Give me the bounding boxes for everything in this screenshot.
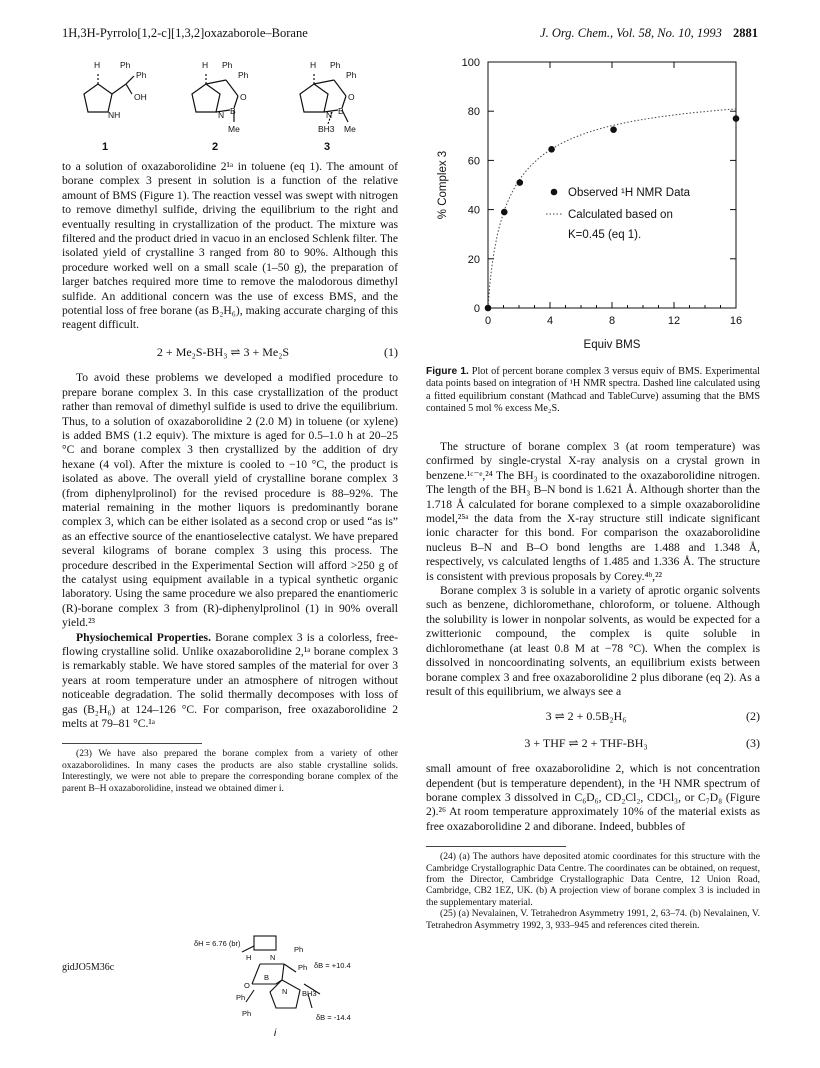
delta-b-label-1: δB = +10.4: [314, 961, 351, 970]
equation-1: [62, 345, 398, 359]
atom-ph: Ph: [236, 993, 246, 1002]
equation-2: [426, 709, 760, 723]
legend-calculated: Calculated based on: [568, 209, 673, 221]
footnote-23: (23) We have also prepared the borane complex from a variety of other oxazaborolidines. In many cases the products are also stable crystalline solids. Interestingly, we were not able to prepare the corresponding borane complex of the parent B–H oxazaborolidine, instead we obtained dimer i.: [62, 748, 398, 794]
y-tick-label: 40: [467, 204, 480, 217]
data-point: [610, 126, 617, 133]
atom-o: O: [348, 92, 355, 102]
y-tick-label: 0: [473, 303, 480, 315]
atom-ph: Ph: [120, 60, 131, 70]
page-number: 2881: [733, 26, 758, 40]
section-heading: Physiochemical Properties.: [76, 630, 211, 644]
equation-number: (3): [746, 735, 760, 750]
atom-nh: NH: [108, 110, 121, 120]
journal-name: J. Org. Chem., Vol. 58, No. 10, 1993: [540, 26, 722, 40]
graphic-id: gidJO5M36c: [62, 962, 115, 973]
y-axis-label: % Complex 3: [437, 150, 449, 220]
data-point: [485, 305, 492, 312]
atom-ph: Ph: [222, 60, 233, 70]
plot-frame: [488, 62, 736, 308]
footnote-rule: [62, 743, 202, 744]
atom-me: Me: [228, 124, 240, 134]
caption-text: Plot of percent borane complex 3 versus equiv of BMS. Experimental data points based on integration of ¹H NMR spectra. Dashed line calculated using a fitted equilibrium constant (Mathcad and TableCurve) assuming that the BMS contained 5 mol % excess Me₂S.: [426, 366, 760, 415]
x-tick-label: 12: [667, 315, 681, 327]
atom-ph: Ph: [330, 60, 341, 70]
atom-n: N: [218, 110, 225, 120]
paragraph-text: Borane complex 3 is a colorless, free-flowing crystalline solid. Unlike oxazaborolidine 2,¹ᵃ borane complex 3 is remarkably stable. We have stored samples of the material for over 3 years at room temperature under an atmosphere of nitrogen without noticeable degradation. The solid thermally decomposes with loss of gas (B₂H₆) at 124–126 °C. For comparison, free oxazaborolidine 2 melts at 79–81 °C.¹ᵃ: [62, 630, 398, 731]
dimer-label: i: [274, 1028, 277, 1039]
atom-ph: Ph: [242, 1009, 252, 1018]
running-title: 1H,3H-Pyrrolo[1,2-c][1,3,2]oxazaborole–Borane: [62, 26, 308, 40]
atom-n: N: [282, 987, 288, 996]
x-tick-label: 4: [546, 315, 554, 327]
atom-ph: Ph: [346, 70, 357, 80]
paragraph: [62, 631, 398, 732]
atom-h: H: [310, 60, 317, 70]
atom-h: H: [202, 60, 209, 70]
atom-bh3: BH3: [318, 124, 335, 134]
atom-n: N: [270, 953, 276, 962]
atom-o: O: [240, 92, 247, 102]
figure-1-chart: [426, 52, 760, 364]
paragraph: The structure of borane complex 3 (at room temperature) was confirmed by single-crystal X-ray analysis on a crystal grown in benzene.¹ᶜ⁻ᵉ,²⁴ The BH₃ is coordinated to the oxazaborolidine nitrogen. The length of the BH₃ B–N bond is 1.621 Å. Although shorter than the 1.718 Å calculated for borane complexed to a simple oxazaborolidine model,²⁵ᵃ the data from the X-ray structure still indicate significant ionic character for this bond. For comparison the oxazaborolidine nucleus B–N and B–O bond lengths are 1.488 and 1.348 Å, respectively, vs calculated lengths of 1.485 and 1.336 Å. The structure is consistent with previous proposals by Corey.⁴ᵇ,²²: [426, 440, 760, 583]
data-point: [733, 115, 740, 122]
footnote-rule: [426, 846, 566, 847]
equation-number: (1): [384, 344, 398, 359]
right-column: [426, 440, 760, 931]
atom-bh3: BH3: [302, 989, 317, 998]
atom-n: N: [326, 110, 333, 120]
y-tick-label: 80: [467, 106, 480, 119]
footnote-24: (24) (a) The authors have deposited atomic coordinates for this structure with the Cambridge Crystallographic Data Centre. The coordinates can be obtained, on request, from the Director, Cambridge Crystallographic Data Centre, 12 Union Road, Cambridge, CB2 1EZ, UK. (b) A projection view of borane complex 3 is included in the supplementary material.: [426, 851, 760, 908]
atom-me: Me: [344, 124, 356, 134]
structures-1-2-3: [62, 54, 398, 154]
journal-citation: [540, 26, 758, 41]
atom-oh: OH: [134, 92, 147, 102]
delta-b-label-2: δB = -14.4: [316, 1013, 351, 1022]
y-tick-label: 100: [461, 57, 480, 69]
equation-text: 2 + Me₂S-BH₃ ⇌ 3 + Me₂S: [156, 344, 290, 359]
data-point: [548, 146, 555, 153]
paragraph: To avoid these problems we developed a modified procedure to prepare borane complex 3. In this case crystallization of the product rather than removal of dimethyl sulfide is used to drive the equilibrium. Thus, to a solution of oxazaborolidine 2 (2.0 M) in toluene (or xylene) is added BMS (1.2 equiv). The mixture is aged for 0.5–1.0 h at 20–25 °C and borane complex 3 then crystallized by the addition of dry hexane (4 vol). After the mixture is cooled to −10 °C, the product is isolated as above. The overall yield of crystalline borane complex 3 (from diphenylprolinol) for the revised procedure is 88–92%. The material remaining in the mother liquors is predominantly borane complex 3, which can be either isolated as a second crop or used “as is” as an effective source of the enantioselective catalyst. We have prepared several kilograms of borane complex 3 using this process. The procedure described in the Experimental Section will afford >250 g of the catalyst using equipment available in a typical synthetic organic laboratory. Using the same procedure we also prepared the enantiomeric (R)-borane complex 3 from (R)-diphenylprolinol (1) in 90% overall yield.²³: [62, 371, 398, 630]
atom-h: H: [94, 60, 101, 70]
equation-number: (2): [746, 709, 760, 724]
structure-label-1: 1: [102, 141, 109, 153]
legend-calculated-k: K=0.45 (eq 1).: [568, 229, 642, 241]
data-point: [516, 179, 523, 186]
data-point: [501, 209, 508, 216]
structure-label-2: 2: [212, 141, 219, 153]
atom-ph: Ph: [238, 70, 249, 80]
atom-o: O: [244, 981, 250, 990]
equation-3: [426, 736, 760, 750]
figure-1-caption: [426, 366, 760, 416]
footnote-25: (25) (a) Nevalainen, V. Tetrahedron Asymmetry 1991, 2, 63–74. (b) Nevalainen, V. Tetrahedron Asymmetry 1992, 3, 933–945 and references cited therein.: [426, 908, 760, 931]
equation-text: 3 ⇌ 2 + 0.5B₂H₆: [545, 709, 627, 724]
atom-ph: Ph: [294, 945, 304, 954]
delta-h-label: δH = 6.76 (br): [194, 939, 241, 948]
y-tick-label: 60: [467, 155, 480, 168]
x-tick-label: 8: [608, 315, 616, 327]
x-tick-label: 16: [729, 315, 743, 327]
left-column: [62, 160, 398, 794]
figure-label: Figure 1.: [426, 366, 469, 377]
atom-b: B: [230, 106, 236, 116]
legend-observed: Observed ¹H NMR Data: [568, 187, 691, 199]
atom-b: B: [264, 973, 270, 982]
structure-label-3: 3: [324, 141, 331, 153]
atom-b: B: [338, 106, 344, 116]
atom-ph: Ph: [298, 963, 308, 972]
paragraph: Borane complex 3 is soluble in a variety of aprotic organic solvents such as benzene, dichloromethane, chloroform, or toluene. Although the solubility is lower in nonpolar solvents, as would be expected for a zwitterionic compound, the complex is quite soluble in dichloromethane (at least 0.8 M at −78 °C). When the complex is dissolved in noncoordinating solvents, an equilibrium exists between borane complex 3 and free oxazaborolidine 2 plus diborane (eq 2). As a result of this equilibrium, we always see a: [426, 584, 760, 698]
dimer-structure: [190, 934, 390, 1040]
equation-text: 3 + THF ⇌ 2 + THF-BH₃: [524, 735, 648, 750]
y-tick-label: 20: [467, 253, 480, 266]
paragraph: small amount of free oxazaborolidine 2, which is not concentration dependent (but is temperature dependent), in the ¹H NMR spectrum of borane complex 3 dissolved in C₆D₆, CD₂Cl₂, CDCl₃, or C₇D₈ (Figure 2).²⁶ At room temperature approximately 10% of the material exists as free oxazaborolidine 2 and diborane. Indeed, bubbles of: [426, 762, 760, 833]
atom-ph: Ph: [136, 70, 147, 80]
x-tick-label: 0: [484, 315, 492, 327]
x-axis-label: Equiv BMS: [583, 339, 641, 351]
legend-marker: [551, 189, 558, 196]
atom-h: H: [246, 953, 252, 962]
paragraph: to a solution of oxazaborolidine 2¹ᵃ in toluene (eq 1). The amount of borane complex 3 present in solution is a function of the relative amount of BMS (Figure 1). The reaction vessel was swept with nitrogen to remove dimethyl sulfide, driving the equilibrium to the right and eventually resulting in crystallization of the product. The mixture was filtered and the product dried in vacuo in an enclosed Schlenk filter. The isolated yield of crystalline 3 ranged from 80 to 90%. Although this procedure worked well on a small scale (1–50 g), the preparation of larger batches required more time to remove the malodorous dimethyl sulfide. An additional concern was the use of excess BMS, and the potential loss of free borane (as B₂H₆), making accurate charging of this reagent difficult.: [62, 160, 398, 332]
